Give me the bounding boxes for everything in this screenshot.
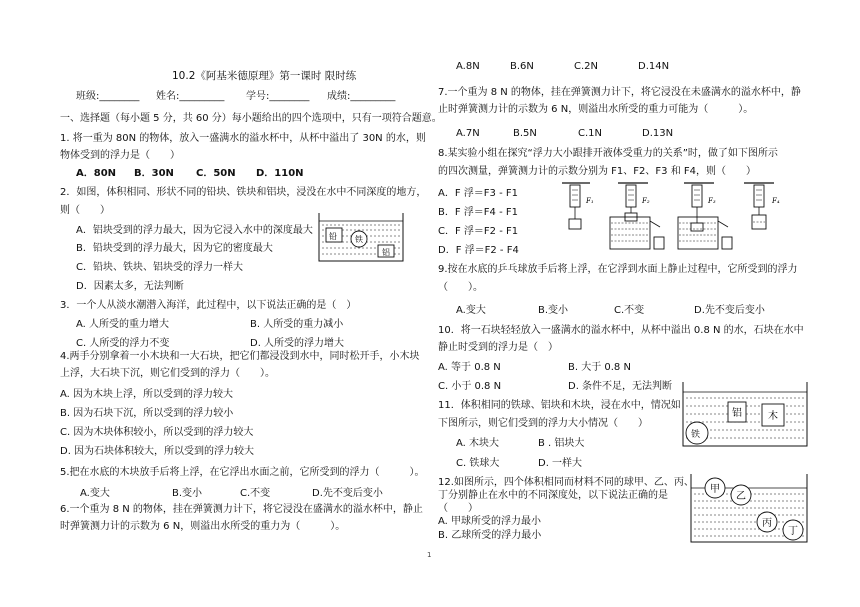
q6-line-2: 时弹簧测力计的示数为 6 N，则溢出水所受的重力为（ ）。 xyxy=(60,521,346,532)
q11-option-c: C. 铁球大 xyxy=(456,458,500,469)
class-field: 班级:________ xyxy=(76,91,140,102)
f4-label: F₄ xyxy=(772,197,780,205)
score-field: 成绩:_________ xyxy=(327,91,396,102)
fig-label-yi: 乙 xyxy=(736,491,746,502)
q8-option-b: B．F 浮＝F4 - F1 xyxy=(438,207,518,218)
f1-label: F₁ xyxy=(586,197,594,205)
q2-line-2: 则（ ） xyxy=(60,205,110,216)
q3-option-b: B. 人所受的重力减小 xyxy=(250,319,344,330)
q6-line-1: 6.一个重为 8 N 的物体，挂在弹簧测力计下，将它浸没在盛满水的溢水杯中，静止 xyxy=(60,504,423,515)
setup-f1 xyxy=(562,183,594,229)
q6-option-b: B.6N xyxy=(510,61,534,72)
q12-line-1: 12.如图所示，四个体积相同而材料不同的球甲、乙、丙、 xyxy=(438,477,694,488)
fig-label-lead: 铅 xyxy=(329,232,337,241)
q12-line-2: 丁分别静止在水中的不同深度处，以下说法正确的是 xyxy=(438,490,668,501)
q2-tank-figure xyxy=(318,213,404,263)
fig-label-wood: 木 xyxy=(768,411,778,422)
q6-option-d: D.14N xyxy=(638,61,670,72)
q10-option-d: D. 条件不足，无法判断 xyxy=(568,381,673,392)
q11-line-2: 下图所示，则它们受到的浮力大小情况（ ） xyxy=(438,418,648,429)
setup-f4 xyxy=(744,183,780,229)
q10-option-c: C. 小于 0.8 N xyxy=(438,381,502,392)
q11-tank-figure xyxy=(682,382,808,448)
q5-line: 5.把在水底的木块放手后将上浮，在它浮出水面之前，它所受到的浮力（ ）。 xyxy=(60,467,425,478)
fig-label-bing: 丙 xyxy=(762,518,772,529)
q1-line-1: 1. 将一重为 80N 的物体，放入一盛满水的溢水杯中，从杯中溢出了 30N 的水，则 xyxy=(60,133,426,144)
fig-label-ding: 丁 xyxy=(788,526,798,537)
q2-option-a: A．铝块受到的浮力最大，因为它浸入水中的深度最大 xyxy=(76,225,313,236)
q12-tank-figure xyxy=(690,474,808,544)
f2-label: F₂ xyxy=(642,197,650,205)
q5-option-d: D.先不变后变小 xyxy=(312,488,383,499)
q12-option-a: A. 甲球所受的浮力最小 xyxy=(438,516,542,527)
q10-option-b: B. 大于 0.8 N xyxy=(568,362,631,373)
q4-line-2: 上浮，大石块下沉，则它们受到的浮力（ ）。 xyxy=(60,368,275,379)
setup-f3 xyxy=(678,183,732,249)
q3-option-d: D. 人所受的浮力增大 xyxy=(250,338,345,349)
q6-option-a: A.8N xyxy=(456,61,480,72)
q7-option-a: A.7N xyxy=(456,128,480,139)
q11-option-b: B . 铝块大 xyxy=(538,438,585,449)
q8-option-a: A．F 浮＝F3 - F1 xyxy=(438,188,518,199)
q1-option-d: D．110N xyxy=(256,168,304,179)
q3-option-c: C. 人所受的浮力不变 xyxy=(76,338,170,349)
q7-line-2: 止时弹簧测力计的示数为 6 N，则溢出水所受的重力可能为（ ）。 xyxy=(438,104,754,115)
fig-label-iron: 铁 xyxy=(355,235,363,244)
q7-option-b: B.5N xyxy=(513,128,537,139)
q9-option-a: A.变大 xyxy=(456,305,486,316)
q8-option-c: C．F 浮＝F2 - F1 xyxy=(438,226,519,237)
setup-f2 xyxy=(610,183,664,249)
q11-option-a: A. 木块大 xyxy=(456,438,500,449)
q8-line-1: 8.某实验小组在探究“浮力大小跟排开液体受重力的关系”时，做了如下图所示 xyxy=(438,148,778,159)
page-title: 10.2《阿基米德原理》第一课时 限时练 xyxy=(172,70,357,82)
q6-option-c: C.2N xyxy=(574,61,599,72)
q4-line-1: 4.两手分别拿着一小木块和一大石块，把它们都浸没到水中，同时松开手，小木块 xyxy=(60,351,420,362)
f3-label: F₃ xyxy=(708,197,716,205)
q3-option-a: A. 人所受的重力增大 xyxy=(76,319,170,330)
q1-option-b: B．30N xyxy=(134,168,174,179)
q2-option-d: D．因素太多，无法判断 xyxy=(76,281,184,292)
q9-line-1: 9.按在水底的乒乓球放手后将上浮，在它浮到水面上静止过程中，它所受到的浮力 xyxy=(438,264,798,275)
q8-experiment-figure xyxy=(560,183,794,253)
q10-line-2: 静止时受到的浮力是（ ） xyxy=(438,342,558,353)
q9-option-d: D.先不变后变小 xyxy=(694,305,765,316)
q5-option-a: A.变大 xyxy=(80,488,110,499)
q1-line-2: 物体受到的浮力是（ ） xyxy=(60,150,180,161)
q10-line-1: 10．将一石块轻轻放入一盛满水的溢水杯中，从杯中溢出 0.8 N 的水，石块在水中 xyxy=(438,325,804,336)
student-id-field: 学号:________ xyxy=(246,91,310,102)
q12-line-3: （ ） xyxy=(438,503,478,514)
q1-option-a: A．80N xyxy=(76,168,117,179)
section-intro: 一、选择题（每小题 5 分，共 60 分）每小题给出的四个选项中，只有一项符合题意。 xyxy=(60,113,442,124)
q4-option-d: D. 因为石块体积较大，所以受到的浮力较大 xyxy=(60,446,255,457)
fig-label-iron: 铁 xyxy=(691,430,701,440)
page-number: 1 xyxy=(427,551,432,559)
q2-option-c: C．铅块、铁块、铝块受的浮力一样大 xyxy=(76,262,243,273)
q9-line-2: （ ）。 xyxy=(438,282,483,293)
q3-line: 3．一个人从淡水潮潜入海洋，此过程中，以下说法正确的是（ ） xyxy=(60,300,357,311)
q2-option-b: B．铅块受到的浮力最大，因为它的密度最大 xyxy=(76,243,273,254)
q5-option-b: B.变小 xyxy=(172,488,203,499)
fig-label-jia: 甲 xyxy=(710,484,720,495)
fig-label-aluminum: 铝 xyxy=(382,248,390,257)
q4-option-c: C. 因为木块体积较小，所以受到的浮力较大 xyxy=(60,427,254,438)
q5-option-c: C.不变 xyxy=(240,488,271,499)
q11-option-d: D. 一样大 xyxy=(538,458,583,469)
q7-option-c: C.1N xyxy=(578,128,603,139)
q2-line-1: 2．如图，体积相同、形状不同的铅块、铁块和铝块，浸没在水中不同深度的地方， xyxy=(60,187,427,198)
q8-option-d: D．F 浮＝F2 - F4 xyxy=(438,245,519,256)
q9-option-c: C.不变 xyxy=(614,305,645,316)
q10-option-a: A. 等于 0.8 N xyxy=(438,362,501,373)
q1-option-c: C．50N xyxy=(196,168,236,179)
q8-line-2: 的四次测量，弹簧测力计的示数分别为 F1、F2、F3 和 F4，则（ ） xyxy=(438,166,756,177)
q4-option-b: B. 因为石块下沉，所以受到的浮力较小 xyxy=(60,408,234,419)
q11-line-1: 11．体积相同的铁球、铝块和木块，浸在水中，情况如 xyxy=(438,400,681,411)
q9-option-b: B.变小 xyxy=(538,305,569,316)
q12-option-b: B. 乙球所受的浮力最小 xyxy=(438,530,542,541)
q4-option-a: A. 因为木块上浮，所以受到的浮力较大 xyxy=(60,389,234,400)
q7-option-d: D.13N xyxy=(642,128,674,139)
q7-line-1: 7.一个重为 8 N 的物体，挂在弹簧测力计下，将它浸没在未盛满水的溢水杯中，静 xyxy=(438,87,801,98)
fig-label-aluminum: 铝 xyxy=(732,408,742,419)
name-field: 姓名:_________ xyxy=(156,91,225,102)
